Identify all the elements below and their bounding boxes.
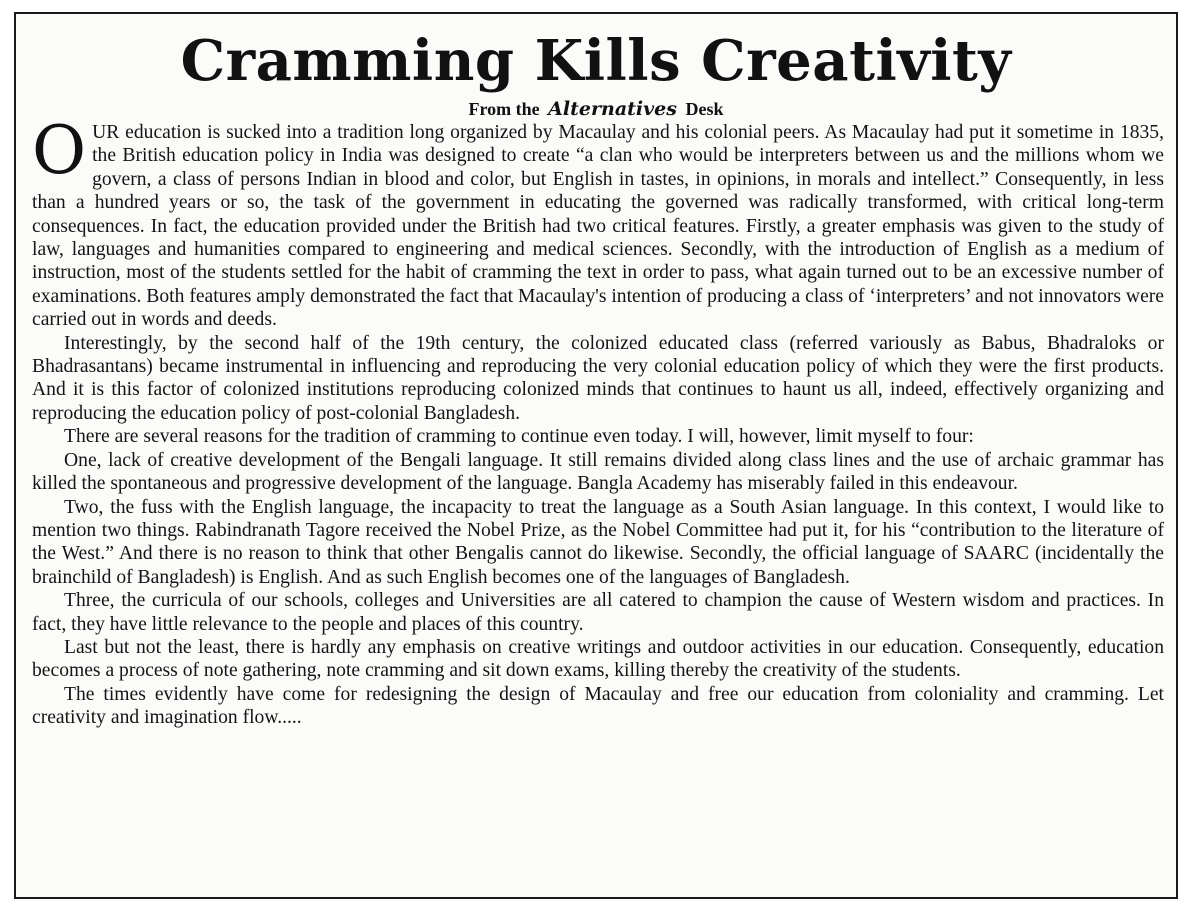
desk-name: Alternatives xyxy=(548,98,677,120)
paragraph-4: One, lack of creative development of the Bengali language. It still remains divided along class lines and the use of archaic grammar has killed the spontaneous and progressive development of the language. Bangla Academy has miserably failed in this endeavour. xyxy=(32,449,1164,495)
paragraph-5: Two, the fuss with the English language, the incapacity to treat the language as a South Asian language. In this context, I would like to mention two things. Rabindranath Tagore received the Nobel Prize, as the Nobel Committee had put it, for his “contribution to the literature of the West.” And there is no reason to think that other Bengalis cannot do likewise. Secondly, the official language of SAARC (incidentally the brainchild of Bangladesh) is English. And as such English becomes one of the languages of Bangladesh. xyxy=(32,496,1164,588)
paragraph-text: UR education is sucked into a tradition long organized by Macaulay and his colonial peers. As Macaulay had put it sometime in 1835, the British education policy in India was designed to create “a clan who would be interpreters between us and the millions whom we govern, a class of persons Indian in blood and color, but English in tastes, in opinions, in morals and intellect.” Consequently, in less than a hundred years or so, the task of the government in educating the governed was radically transformed, with critical long-term consequences. In fact, the education provided under the British had two critical features. Firstly, a greater emphasis was given to the study of law, languages and humanities compared to engineering and medical sciences. Secondly, with the introduction of English as a medium of instruction, most of the students settled for the habit of cramming the text in order to pass, what again turned out to be an excessive number of examinations. Both features amply demonstrated the fact that Macaulay's intention of producing a class of ‘interpreters’ and not innovators were carried out in words and deeds. xyxy=(32,122,1164,331)
paragraph-1 xyxy=(32,112,1164,332)
paragraph-2: Interestingly, by the second half of the 19th century, the colonized educated class (referred variously as Babus, Bhadraloks or Bhadrasantans) became instrumental in influencing and reproducing the very colonial education policy of which they were the first products. And it is this factor of colonized institutions reproducing colonized minds that continues to haunt us all, indeed, effectively organizing and reproducing the education policy of post-colonial Bangladesh. xyxy=(32,332,1164,424)
paragraph-6: Three, the curricula of our schools, colleges and Universities are all catered to champion the cause of Western wisdom and practices. In fact, they have little relevance to the people and places of this country. xyxy=(32,590,1164,635)
desk-prefix: From the xyxy=(468,99,540,119)
paragraph-8: The times evidently have come for redesigning the design of Macaulay and free our education from coloniality and cramming. Let creativity and imagination flow..... xyxy=(32,683,1164,729)
paragraph-7: Last but not the least, there is hardly any emphasis on creative writings and outdoor activities in our education. Consequently, education becomes a process of note gathering, note cramming and sit down exams, killing thereby the creativity of the students. xyxy=(32,636,1164,682)
article-frame xyxy=(14,12,1178,899)
desk-byline xyxy=(16,98,1176,120)
desk-suffix: Desk xyxy=(685,99,724,119)
drop-cap: O xyxy=(32,112,87,189)
paragraph-3: There are several reasons for the tradition of cramming to continue even today. I will, however, limit myself to four: xyxy=(64,426,974,448)
headline: Cramming Kills Creativity xyxy=(180,28,1012,94)
article-body xyxy=(32,112,1164,730)
